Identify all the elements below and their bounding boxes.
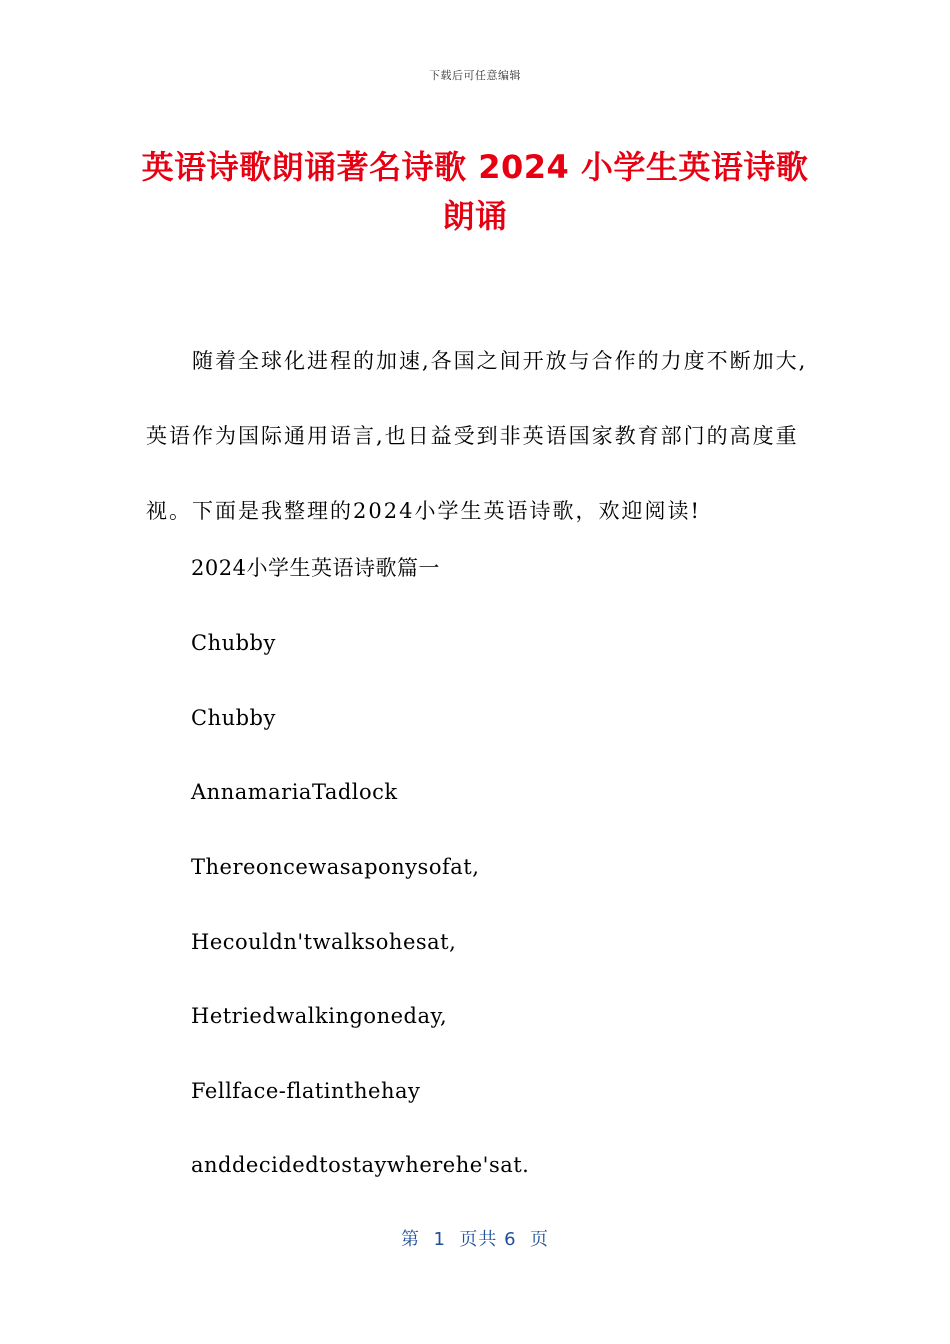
intro-paragraph: 随着全球化进程的加速,各国之间开放与合作的力度不断加大,英语作为国际通用语言,也日益受到非英语国家教育部门的高度重视。下面是我整理的2024小学生英语诗歌，欢迎阅读! xyxy=(146,349,808,523)
poem-line: anddecidedtostaywherehe'sat. xyxy=(191,1153,530,1177)
poem-line: Chubby xyxy=(191,631,276,655)
poem-line: Hetriedwalkingoneday, xyxy=(191,1004,448,1028)
page-number: 第 1 页共 6 页 xyxy=(401,1229,549,1250)
poem-line: Thereoncewasaponysofat, xyxy=(191,855,480,879)
header-note: 下载后可任意编辑 xyxy=(429,69,521,82)
poem-line: Fellface-flatinthehay xyxy=(191,1079,421,1103)
poem-title: Chubby xyxy=(191,706,276,730)
poem-line: Hecouldn'twalksohesat, xyxy=(191,930,457,954)
section-heading: 2024小学生英语诗歌篇一 xyxy=(191,556,440,580)
document-title: 英语诗歌朗诵著名诗歌 2024 小学生英语诗歌朗诵 xyxy=(141,148,809,235)
poem-author: AnnamariaTadlock xyxy=(191,780,398,804)
